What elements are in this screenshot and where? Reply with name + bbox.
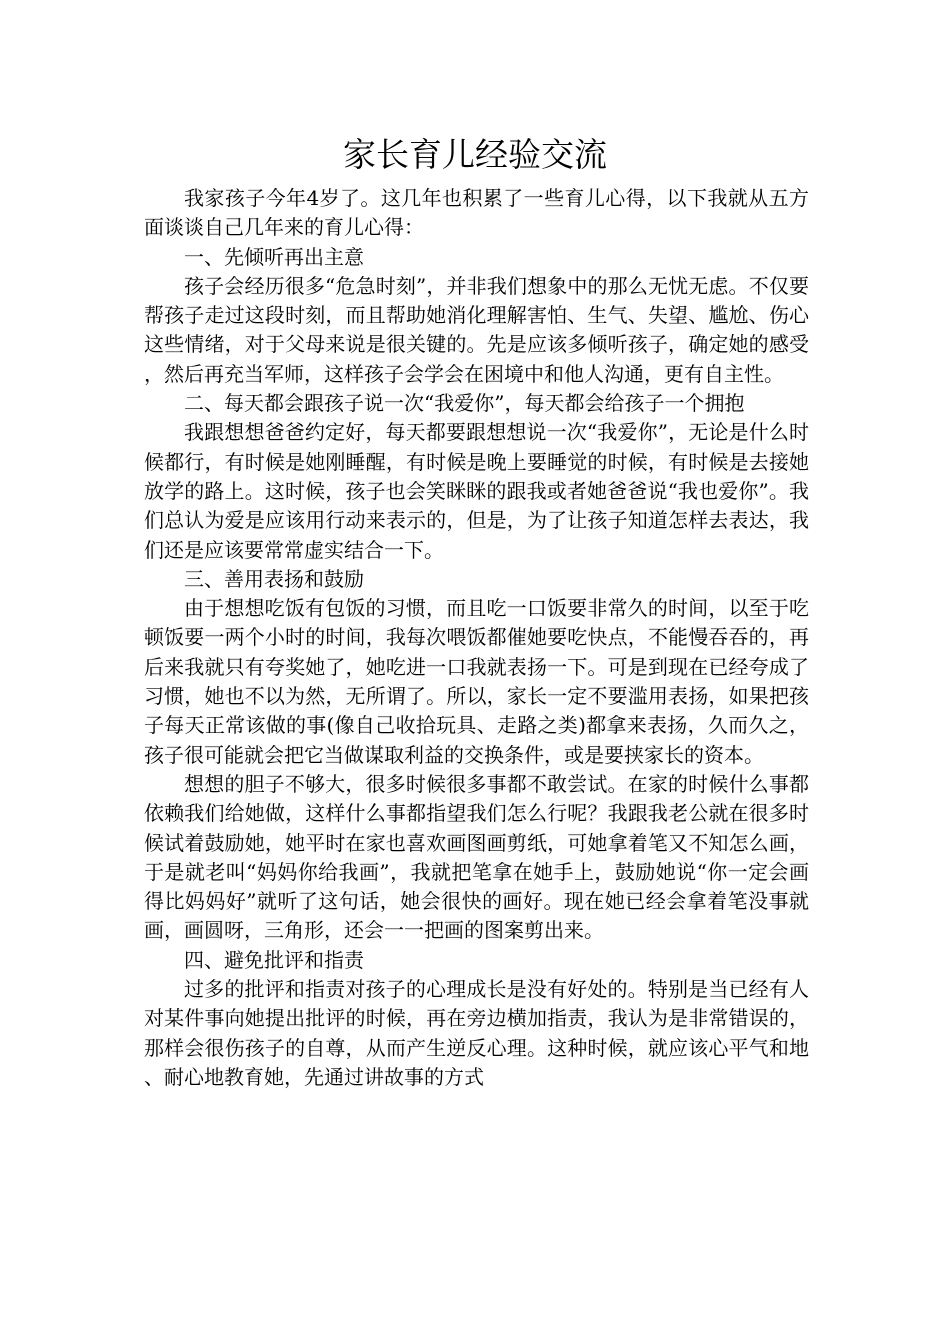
section-heading-3: 三、善用表扬和鼓励 — [184, 566, 364, 591]
section-3-paragraph-1: 由于想想吃饭有包饭的习惯，而且吃一口饭要非常久的时间，以至于吃顿饭要一两个小时的时间，我每次喂饭都催她要吃快点，不能慢吞吞的，再后来我就只有夸奖她了，她吃进一口我就表扬一下。可是到现在已经夸成了习惯，她也不以为然，无所谓了。所以，家长一定不要滥用表扬，如果把孩子每天正常该做的事(像自己收拾玩具、走路之类)都拿来表扬，久而久之，孩子很可能就会把它当做谋取利益的交换条件，或是要挟家长的资本。 — [144, 596, 809, 767]
section-3-paragraph-2: 想想的胆子不够大，很多时候很多事都不敢尝试。在家的时候什么事都依赖我们给她做，这样什么事都指望我们怎么行呢？我跟我老公就在很多时候试着鼓励她，她平时在家也喜欢画图画剪纸，可她拿着笔又不知怎么画，于是就老叫“妈妈你给我画”，我就把笔拿在她手上，鼓励她说“你一定会画得比妈妈好”就听了这句话，她会很快的画好。现在她已经会拿着笔没事就画，画圆呀，三角形，还会一一把画的图案剪出来。 — [144, 771, 809, 943]
intro-paragraph: 我家孩子今年4岁了。这几年也积累了一些育儿心得，以下我就从五方面谈谈自己几年来的育儿心得： — [144, 186, 809, 240]
document-body — [144, 184, 809, 1092]
document-title: 家长育儿经验交流 — [343, 135, 607, 174]
section-heading-2: 二、每天都会跟孩子说一次“我爱你”，每天都会给孩子一个拥抱 — [184, 391, 745, 416]
section-2-paragraph: 我跟想想爸爸约定好，每天都要跟想想说一次“我爱你”，无论是什么时候都行，有时候是她刚睡醒，有时候是晚上要睡觉的时候，有时候是去接她放学的路上。这时候，孩子也会笑眯眯的跟我或者她爸爸说“我也爱你”。我们总认为爱是应该用行动来表示的，但是，为了让孩子知道怎样去表达，我们还是应该要常常虚实结合一下。 — [144, 420, 809, 562]
section-heading-4: 四、避免批评和指责 — [184, 947, 364, 972]
section-heading-1: 一、先倾听再出主意 — [184, 244, 364, 269]
section-1-paragraph: 孩子会经历很多“危急时刻”，并非我们想象中的那么无忧无虑。不仅要帮孩子走过这段时刻，而且帮助她消化理解害怕、生气、失望、尴尬、伤心这些情绪，对于父母来说是很关键的。先是应该多倾听孩子，确定她的感受，然后再充当军师，这样孩子会学会在困境中和他人沟通，更有自主性。 — [144, 273, 809, 386]
section-4-paragraph: 过多的批评和指责对孩子的心理成长是没有好处的。特别是当已经有人对某件事向她提出批评的时候，再在旁边横加指责，我认为是非常错误的，那样会很伤孩子的自尊，从而产生逆反心理。这种时候，就应该心平气和地、耐心地教育她，先通过讲故事的方式 — [144, 977, 809, 1089]
